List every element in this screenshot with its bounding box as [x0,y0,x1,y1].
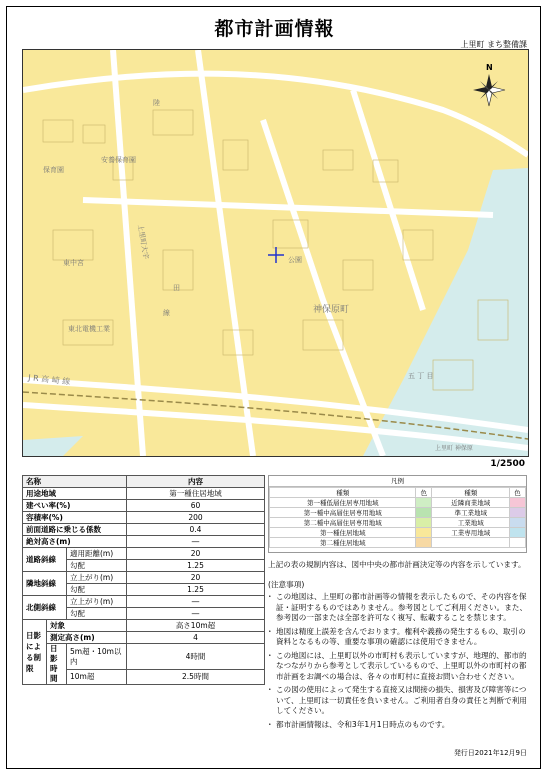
center-crosshair-icon [268,247,284,263]
map-label-school: 安養保育園 [101,156,136,164]
department-label: 上里町 まち整備課 [460,40,527,49]
legend-table [269,487,526,548]
row-value: ― [127,536,265,548]
map-label-area: 神保原町 [313,305,350,315]
note-item: ・ この地図は、上里町の都市計画等の情報を表示したもので、その内容を保証・証明するものではありません。参考図としてご利用ください。また、参考図の一部または全部を許可なく複写、転載することを禁じます。 [268,592,530,624]
row-value: 200 [127,512,265,524]
note-item: ・ この図の使用によって発生する直接又は間接の損失、損害及び障害等について、上里町は一切責任を負いません。ご利用者自身の責任と判断で利用してください。 [268,685,530,717]
legend-swatch [510,508,526,518]
road-slope-sub1: 適用距離(m) [67,548,127,560]
adjacent-slope-val2: 1.25 [127,584,265,596]
map-label-small1: 保育園 [43,166,64,174]
shade-label: 日影による制限 [23,620,47,685]
map-label-block: 東北電機工業 [68,325,110,333]
legend-swatch [510,498,526,508]
notes-section [268,560,530,733]
attributes-table [22,475,265,685]
legend-swatch [510,528,526,538]
legend-item-name: 近隣商業地域 [432,498,510,508]
legend-type-header: 種類 [432,488,510,498]
shade-t1-value: 4時間 [127,644,265,670]
map-label-kindergarten: 上里町大字 [136,223,150,260]
shade-height-label: 測定高さ(m) [47,632,127,644]
shade-height-value: 4 [127,632,265,644]
legend-item-name: 工業専用地域 [432,528,510,538]
compass-rose-icon [473,63,505,106]
adjacent-slope-val1: 20 [127,572,265,584]
legend [268,475,527,553]
shade-t2-label: 10m超 [67,670,127,685]
north-slope-val2: ― [127,608,265,620]
map-scale: 1/2500 [490,459,525,469]
map-label-street1: 陸 [153,99,160,107]
map-label-street2: 線 [163,309,170,317]
col-content-header: 内容 [127,476,265,488]
issue-date: 発行日2021年12月9日 [453,749,527,757]
legend-item-name [432,538,510,548]
row-value: 0.4 [127,524,265,536]
road-slope-val1: 20 [127,548,265,560]
legend-item-name: 第一種中高層住居専用地域 [270,508,416,518]
road-slope-sub2: 勾配 [67,560,127,572]
note-item: ・ 地図は精度上誤差を含んでおります。権利や義務の発生するもの、取引の資料となるもの等、重要な事項の確認には使用できません。 [268,627,530,648]
shade-target-label: 対象 [47,620,127,632]
adjacent-slope-sub2: 勾配 [67,584,127,596]
map-label-railway: J R 高 崎 線 [27,373,71,387]
compass-north-label: N [486,63,493,72]
col-name-header: 名称 [23,476,127,488]
note-item: ・ 都市計画情報は、令和3年1月1日時点のものです。 [268,720,530,731]
note-item: ・ この地図には、上里町以外の市町村も表示していますが、地理的、都市的なつながりから参考として表示しているもので、上里町以外の市町村の都市計画をお調べの場合は、各々の市町村に直接お問い合わせください。 [268,651,530,683]
legend-swatch [510,518,526,528]
legend-item-name: 工業地域 [432,518,510,528]
north-slope-label: 北側斜線 [23,596,67,620]
row-label: 用途地域 [23,488,127,500]
shade-t2-value: 2.5時間 [127,670,265,685]
road-slope-val2: 1.25 [127,560,265,572]
legend-item-name: 準工業地域 [432,508,510,518]
legend-color-header: 色 [416,488,432,498]
row-label: 前面道路に乗じる係数 [23,524,127,536]
adjacent-slope-label: 隣地斜線 [23,572,67,596]
legend-type-header: 種類 [270,488,416,498]
row-label: 建ぺい率(%) [23,500,127,512]
notes-heading: (注意事項) [268,579,305,589]
shade-time-label: 日影時間 [47,644,67,685]
map-label-street3: 田 [173,284,180,292]
legend-item-name: 第一種低層住居専用地域 [270,498,416,508]
shade-t1-label: 5m超・10m以内 [67,644,127,670]
map-canvas [23,50,528,456]
legend-swatch [416,538,432,548]
industrial-zone-sw [23,436,83,456]
page-title: 都市計画情報 [214,18,335,40]
legend-swatch [510,538,526,548]
adjacent-slope-sub1: 立上がり(m) [67,572,127,584]
road-slope-label: 道路斜線 [23,548,67,572]
legend-swatch [416,518,432,528]
shade-target-value: 高さ10m超 [127,620,265,632]
legend-item-name: 第一種住居地域 [270,528,416,538]
map-label-elem: 東中宮 [63,259,84,267]
legend-swatch [416,498,432,508]
map-label-chome: 五 丁 目 [408,372,434,380]
row-label: 絶対高さ(m) [23,536,127,548]
notes-intro: 上記の表の規制内容は、図中中央の都市計画決定等の内容を示しています。 [268,560,526,569]
city-planning-map[interactable] [22,49,529,457]
legend-item-name: 第二種住居地域 [270,538,416,548]
map-label-park: 公園 [288,256,302,264]
legend-color-header: 色 [510,488,526,498]
row-value: 60 [127,500,265,512]
legend-title: 凡例 [269,476,526,487]
legend-item-name: 第二種中高層住居専用地域 [270,518,416,528]
notes-list [268,592,530,730]
north-slope-sub2: 勾配 [67,608,127,620]
north-slope-val1: ― [127,596,265,608]
legend-swatch [416,528,432,538]
north-slope-sub1: 立上がり(m) [67,596,127,608]
row-label: 容積率(%) [23,512,127,524]
map-label-station: 上里町 神保原 [435,445,473,452]
legend-swatch [416,508,432,518]
row-value: 第一種住居地域 [127,488,265,500]
